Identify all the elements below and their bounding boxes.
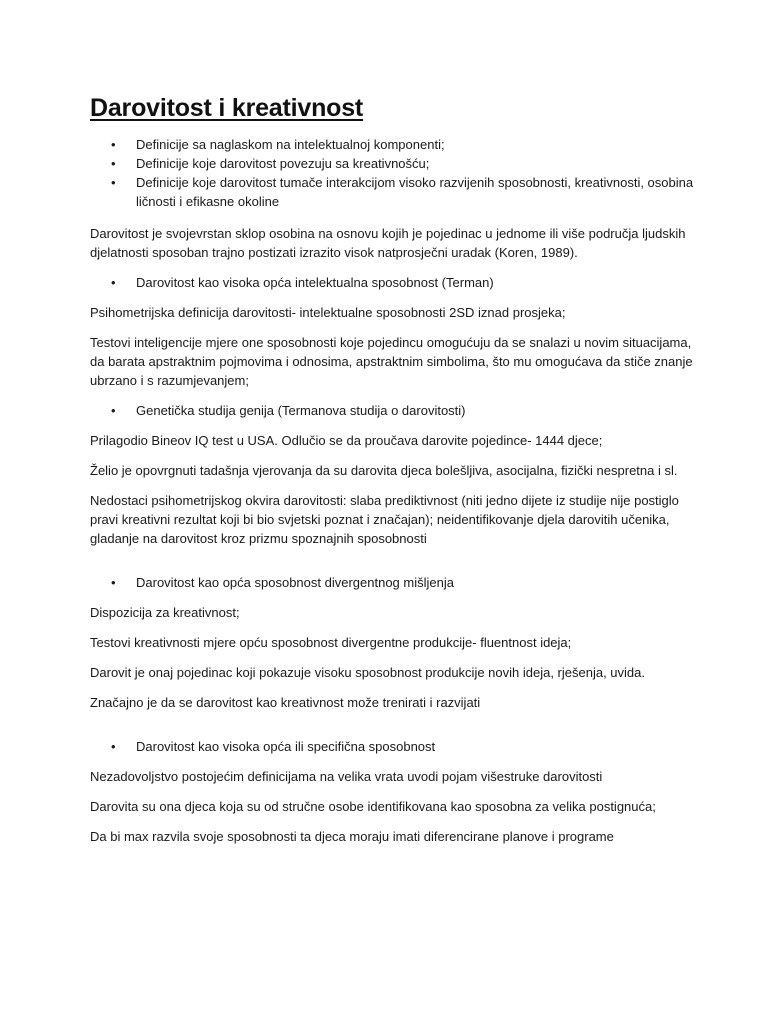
list-item: • Darovitost kao opća sposobnost divergentnog mišljenja [136,573,698,592]
section-bullet-terman [90,273,698,292]
section-bullet-genetic-study [90,401,698,420]
list-item: • Genetička studija genija (Termanova studija o darovitosti) [136,401,698,420]
page-title: Darovitost i kreativnost [90,94,364,122]
list-item: • Definicije koje darovitost povezuju sa kreativnošću; [136,154,698,173]
paragraph: Testovi kreativnosti mjere opću sposobnost divergentne produkcije- fluentnost ideja; [90,635,572,650]
paragraph: Dispozicija za kreativnost; [90,605,240,620]
paragraph: Da bi max razvila svoje sposobnosti ta djeca moraju imati diferencirane planove i programe [90,829,614,844]
paragraph: Darovit je onaj pojedinac koji pokazuje visoku sposobnost produkcije novih ideja, rješenja, uvida. [90,665,645,680]
paragraph: Nezadovoljstvo postojećim definicijama na velika vrata uvodi pojam višestruke darovitosti [90,769,603,784]
paragraph: Psihometrijska definicija darovitosti- intelektualne sposobnosti 2SD iznad prosjeka; [90,305,566,320]
list-item: • Definicije sa naglaskom na intelektualnoj komponenti; [136,135,698,154]
paragraph: Značajno je da se darovitost kao kreativnost može trenirati i razvijati [90,695,481,710]
list-item: • Darovitost kao visoka opća ili specifična sposobnost [136,737,698,756]
paragraph: Prilagodio Bineov IQ test u USA. Odlučio se da proučava darovite pojedince- 1444 djece; [90,433,603,448]
paragraph-definition: Darovitost je svojevrstan sklop osobina na osnovu kojih je pojedinac u jednome ili više područja ljudskih djelatnosti sposoban trajno postizati izrazito visok natprosječni uradak (Koren, 1989). [90,226,686,260]
section-bullet-specific [90,737,698,756]
paragraph: Darovita su ona djeca koja su od stručne osobe identifikovana kao sposobna za velika postignuća; [90,799,656,814]
list-item: • Definicije koje darovitost tumače interakcijom visoko razvijenih sposobnosti, kreativnosti, osobina ličnosti i efikasne okoline [136,173,698,211]
paragraph: Testovi inteligencije mjere one sposobnosti koje pojedincu omogućuju da se snalazi u novim situacijama, da barata apstraktnim pojmovima i odnosima, apstraktnim simbolima, što mu omogućava da stiče znanje ubrzano i s razumjevanjem; [90,335,693,388]
paragraph: Želio je opovrgnuti tadašnja vjerovanja da su darovita djeca bolešljiva, asocijalna, fizički nespretna i sl. [90,463,678,478]
list-item: • Darovitost kao visoka opća intelektualna sposobnost (Terman) [136,273,698,292]
section-bullet-divergent [90,573,698,592]
definitions-list [90,135,698,211]
paragraph: Nedostaci psihometrijskog okvira darovitosti: slaba prediktivnost (niti jedno dijete iz studije nije postiglo pravi kreativni rezultat koji bi bio svjetski poznat i značajan); neidentifikovanje djela darovitih učenika, gladanje na darovitost kroz prizmu spoznajnih sposobnosti [90,493,679,546]
